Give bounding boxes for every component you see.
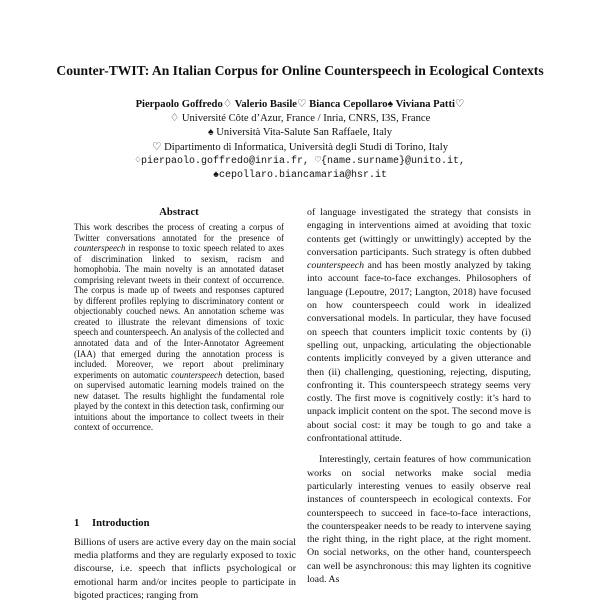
abstract-emphasis-2: counterspeech: [171, 369, 223, 380]
author-names: Pierpaolo Goffredo♢ Valerio Basile♡ Bianca Cepollaro♠ Viviana Patti♡: [135, 99, 465, 110]
affiliation-1: ♢ Université Côte d’Azur, France / Inria, CNRS, I3S, France: [169, 113, 431, 125]
affiliation-3: ♡ Dipartimento di Informatica, Università degli Studi di Torino, Italy: [151, 141, 448, 153]
right-paragraph-1: [307, 206, 531, 445]
section-title: Introduction: [92, 518, 150, 529]
abstract-text-1: This work describes the process of creating a corpus of Twitter conversations annotated for the presence of: [74, 222, 284, 243]
section-heading-introduction: [74, 518, 284, 529]
email-line-1: ♢pierpaolo.goffredo@inria.fr, ♡{name.surname}@unito.it,: [134, 155, 466, 167]
right-paragraph-1-text-a: of language investigated the strategy that consists in engaging in interventions aimed at avoiding that toxic contents get (wittingly or unwittingly) accepted by the conversation participants. Such strategy is often dubbed: [307, 207, 531, 258]
author-block: [40, 98, 560, 183]
abstract-heading: Abstract: [159, 207, 199, 218]
introduction-paragraph: Billions of users are active every day on the main social media platforms and they are regularly exposed to toxic discourse, i.e. speech that inflicts psychological or emotional harm and/or incites people to participate in bigoted practices; ranging from: [74, 537, 296, 600]
abstract-text-3: detection, based on supervised automatic learning models trained on the new dataset. The results highlight the fundamental role played by the context in this detection task, confirming our intuitions about the importance to collect tweets in their context of occurrence.: [74, 369, 285, 433]
abstract-emphasis-1: counterspeech: [74, 243, 126, 254]
abstract-text-2: in response to toxic speech related to axes of discrimination linked to sexism, racism and homophobia. The main novelty is an annotated dataset comprising relevant tweets in their context of occurrence. The corpus is made up of tweets and responses captured by different profiles replying to discriminatory content or objectionably couched news. An annotation scheme was created to illustrate the relevant dimensions of toxic speech and counterspeech. An analysis of the collected and annotated data and of the Inter-Annotator Agreement (IAA) that emerged during the annotation process is included. Moreover, we report about preliminary experiments on automatic: [74, 243, 284, 380]
email-line-2: ♠cepollaro.biancamaria@hsr.it: [212, 170, 388, 182]
paper-title: Counter-TWIT: An Italian Corpus for Online Counterspeech in Ecological Contexts: [56, 63, 544, 78]
right-paragraph-1-text-b: and has been mostly analyzed by taking into account face-to-face exchanges. Philosophers of language (Lepoutre, 2017; Langton, 2018) have focused on how counterspeech could work in idealized conversational models. In particular, they have focused on speech that counters implicit toxic contents by (i) spelling out, unpacking, articulating the objectionable contents implicitly conveyed by a given utterance and then (ii) challenging, questioning, rejecting, disputing, confronting it. This counterspeech strategy seems very costly. The first move is cognitively costly: it’s hard to unpack implicit content on the spot. The second move is about social cost: it may be tough to go and take a confrontational attitude.: [307, 260, 531, 445]
section-number: 1: [74, 518, 80, 529]
right-paragraph-2: Interestingly, certain features of how communication works on social networks make social media particularly interesting venues to easily observe real instances of counterspeech in ecological contexts. For counterspeech to succeed in face-to-face interactions, the counterspeaker needs to be ready to intervene saying the right thing, in the right place, at the right moment. On social networks, on the other hand, counterspeech can well be asynchronous: this may lighten its cognitive load. As: [307, 454, 531, 586]
abstract-body: [74, 222, 284, 433]
right-paragraph-1-emphasis: counterspeech: [307, 260, 365, 272]
affiliation-2: ♠ Università Vita-Salute San Raffaele, Italy: [207, 127, 393, 139]
right-column: [307, 206, 531, 586]
